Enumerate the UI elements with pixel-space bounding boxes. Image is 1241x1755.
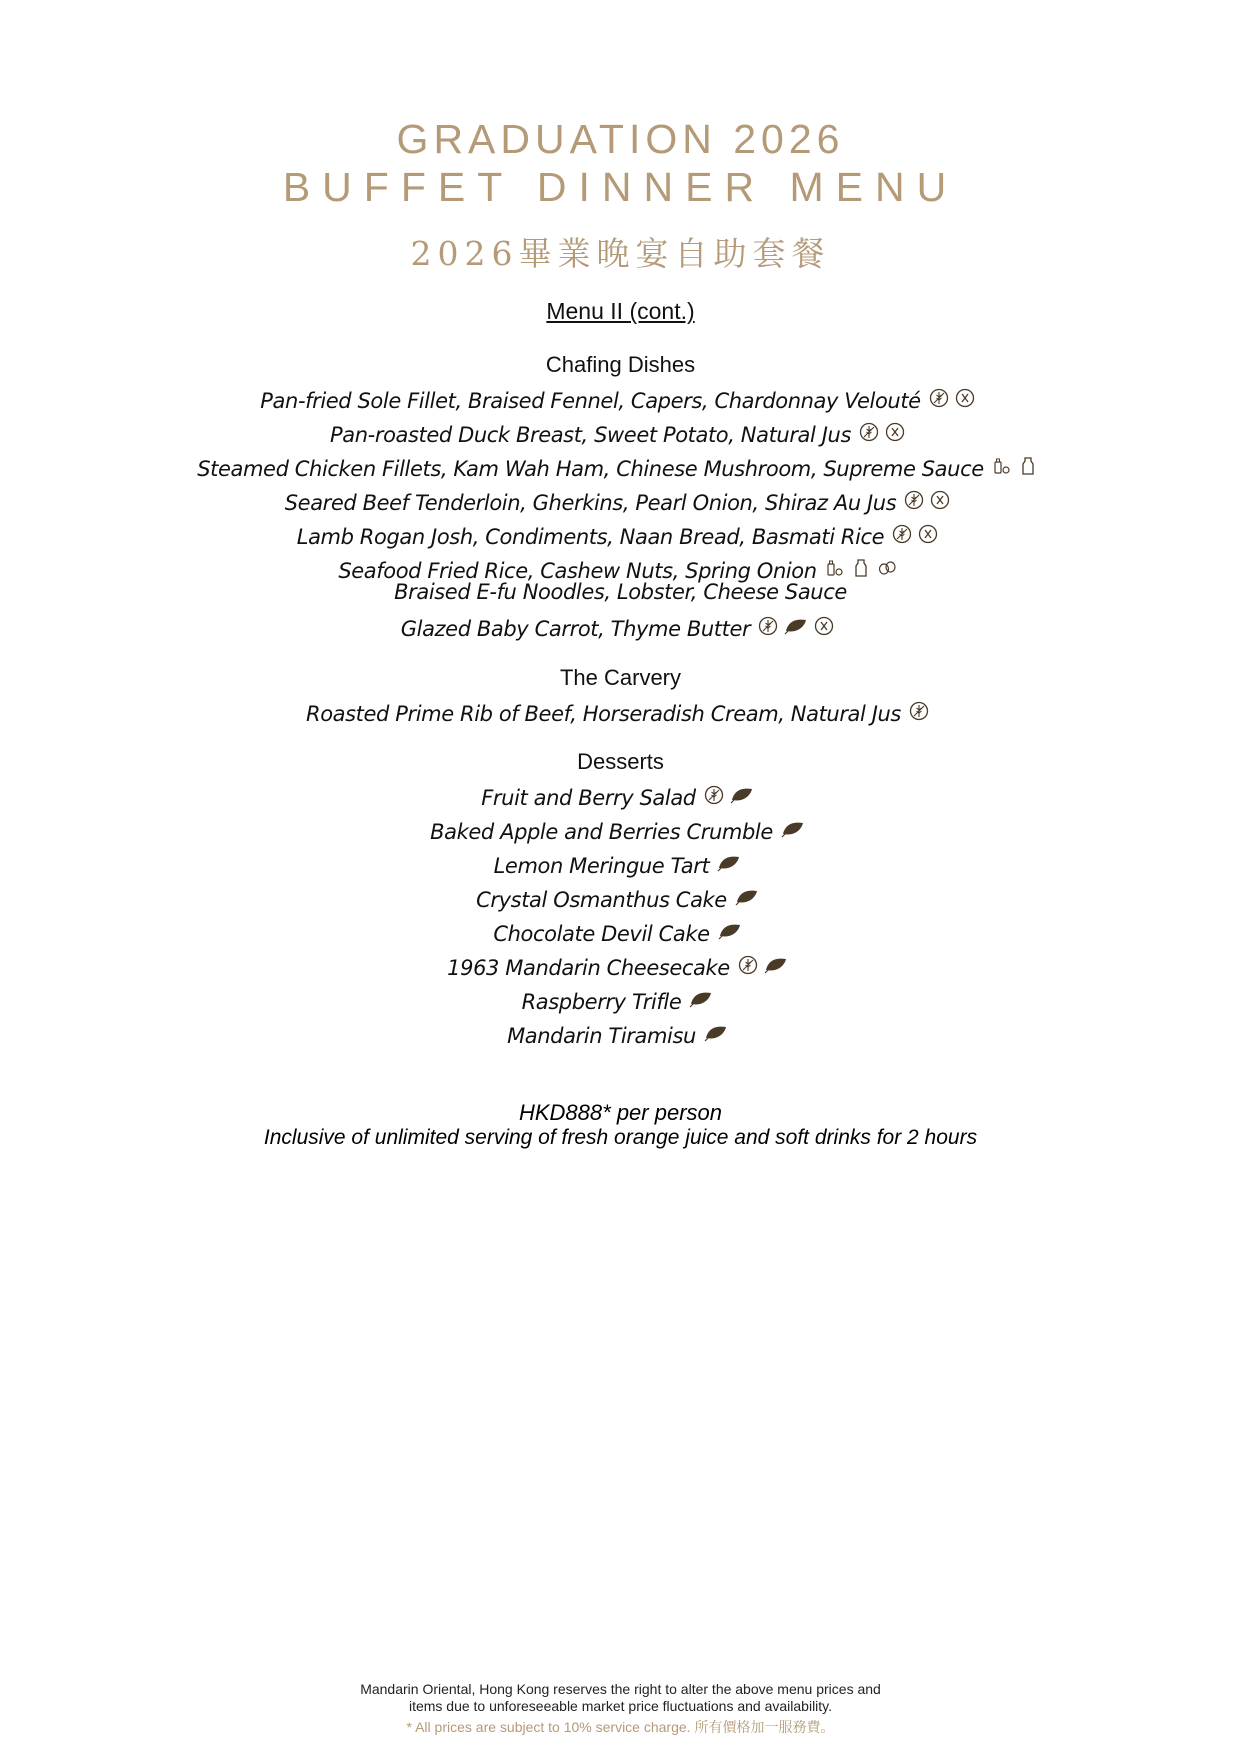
dietary-icons: [992, 453, 1044, 477]
menu-item: [0, 521, 1241, 549]
vegetarian-leaf-icon: [764, 955, 788, 975]
dietary-icons: [704, 1020, 734, 1044]
menu-item: [0, 918, 1241, 946]
menu-item: [0, 986, 1241, 1014]
nuts-icon: [877, 558, 897, 578]
section-heading-chafing-dishes: Chafing Dishes: [545, 352, 696, 377]
menu-item-name: 1963 Mandarin Cheesecake: [447, 956, 730, 980]
price-inclusion-note: Inclusive of unlimited serving of fresh orange juice and soft drinks for 2 hours: [263, 1126, 978, 1149]
menu-item-name: Seared Beef Tenderloin, Gherkins, Pearl Onion, Shiraz Au Jus: [284, 491, 897, 515]
menu-item-name: Mandarin Tiramisu: [507, 1024, 696, 1048]
menu-item-name: Chocolate Devil Cake: [493, 922, 710, 946]
vegetarian-leaf-icon: [689, 989, 713, 1009]
vegetarian-leaf-icon: [730, 785, 754, 805]
soy-icon: [992, 456, 1012, 476]
dietary-icons: [758, 613, 840, 637]
dietary-icons: [781, 816, 811, 840]
footer-service-charge-note: * All prices are subject to 10% service charge. 所有價格加一服務費。: [406, 1719, 835, 1735]
dietary-icons: [859, 419, 911, 443]
menu-item-name: Lemon Meringue Tart: [493, 854, 710, 878]
menu-item-name: Lamb Rogan Josh, Condiments, Naan Bread, Basmati Rice: [296, 525, 885, 549]
menu-item: [0, 487, 1241, 515]
menu-item: [0, 385, 1241, 413]
menu-subtitle: Menu II (cont.): [546, 298, 695, 324]
vegetarian-leaf-icon: [781, 819, 805, 839]
dietary-icons: [904, 487, 956, 511]
menu-item-name: Crystal Osmanthus Cake: [476, 888, 727, 912]
price-per-person: HKD888* per person: [518, 1100, 722, 1125]
dairy-free-icon: [918, 524, 938, 544]
dietary-icons: [825, 555, 903, 579]
dietary-icons: [929, 385, 981, 409]
menu-item-name: Pan-roasted Duck Breast, Sweet Potato, Natural Jus: [330, 423, 851, 447]
menu-item: [0, 952, 1241, 980]
dietary-icons: [892, 521, 944, 545]
dietary-icons: [717, 850, 747, 874]
milk-icon: [851, 558, 871, 578]
gluten-free-icon: [929, 388, 949, 408]
footer-disclaimer-line-2: items due to unforeseeable market price fluctuations and availability.: [408, 1698, 833, 1714]
footer-disclaimer-line-1: Mandarin Oriental, Hong Kong reserves the right to alter the above menu prices and: [360, 1681, 881, 1697]
menu-item: [0, 555, 1241, 583]
menu-item: [0, 816, 1241, 844]
milk-icon: [1018, 456, 1038, 476]
menu-item-name: Fruit and Berry Salad: [481, 786, 696, 810]
dietary-icons: [738, 952, 794, 976]
menu-title-line-1: GRADUATION 2026: [396, 116, 845, 162]
section-heading-desserts: Desserts: [577, 749, 664, 774]
menu-item: [0, 782, 1241, 810]
menu-item: [0, 884, 1241, 912]
menu-title-chinese: 2026畢業晚宴自助套餐: [410, 234, 831, 273]
vegetarian-leaf-icon: [735, 887, 759, 907]
vegetarian-leaf-icon: [784, 616, 808, 636]
gluten-free-icon: [738, 955, 758, 975]
menu-item-name: Roasted Prime Rib of Beef, Horseradish Cream, Natural Jus: [306, 702, 901, 726]
menu-item: [0, 580, 1241, 604]
dairy-free-icon: [885, 422, 905, 442]
menu-item: [0, 419, 1241, 447]
soy-icon: [825, 558, 845, 578]
dairy-free-icon: [955, 388, 975, 408]
dietary-icons: [735, 884, 765, 908]
menu-item-name: Pan-fried Sole Fillet, Braised Fennel, Capers, Chardonnay Velouté: [260, 389, 921, 413]
menu-item-name: Raspberry Trifle: [521, 990, 682, 1014]
menu-item-name: Seafood Fried Rice, Cashew Nuts, Spring Onion: [338, 559, 817, 583]
gluten-free-icon: [859, 422, 879, 442]
menu-title-line-2: BUFFET DINNER MENU: [282, 164, 959, 210]
menu-item-name: Braised E-fu Noodles, Lobster, Cheese Sauce: [394, 580, 847, 604]
dietary-icons: [689, 986, 719, 1010]
menu-item: [0, 1020, 1241, 1048]
menu-item-name: Baked Apple and Berries Crumble: [430, 820, 773, 844]
menu-item: [0, 613, 1241, 641]
menu-item: [0, 453, 1241, 481]
dietary-icons: [704, 782, 760, 806]
menu-item-name: Glazed Baby Carrot, Thyme Butter: [400, 617, 751, 641]
dietary-icons: [718, 918, 748, 942]
gluten-free-icon: [904, 490, 924, 510]
dairy-free-icon: [814, 616, 834, 636]
gluten-free-icon: [704, 785, 724, 805]
gluten-free-icon: [909, 701, 929, 721]
vegetarian-leaf-icon: [717, 853, 741, 873]
menu-item: [0, 850, 1241, 878]
section-heading-the-carvery: The Carvery: [559, 665, 682, 690]
dietary-icons: [909, 698, 935, 722]
dairy-free-icon: [930, 490, 950, 510]
vegetarian-leaf-icon: [718, 921, 742, 941]
vegetarian-leaf-icon: [704, 1023, 728, 1043]
menu-item-name: Steamed Chicken Fillets, Kam Wah Ham, Chinese Mushroom, Supreme Sauce: [197, 457, 984, 481]
gluten-free-icon: [892, 524, 912, 544]
menu-item: [0, 698, 1241, 726]
gluten-free-icon: [758, 616, 778, 636]
